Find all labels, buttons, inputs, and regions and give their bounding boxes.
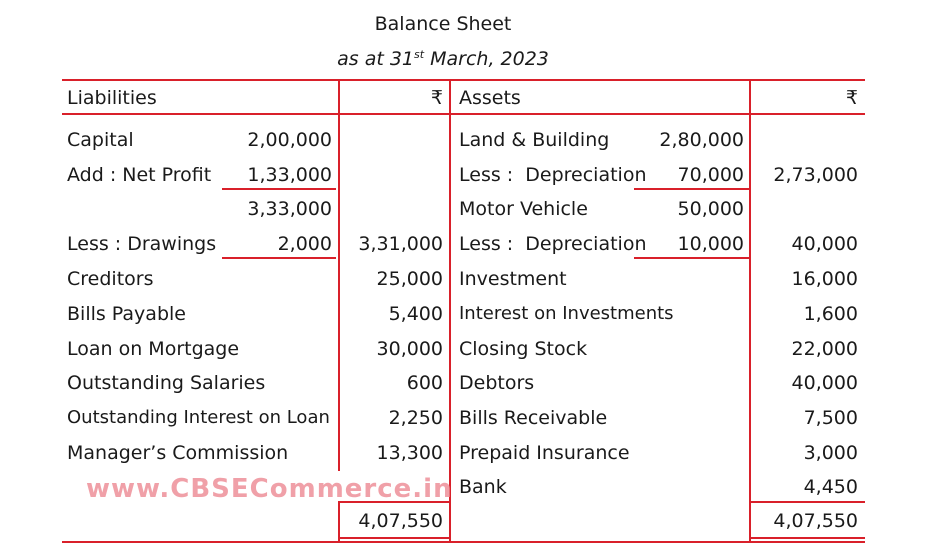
- drawings-amount: 2,000: [277, 233, 332, 255]
- watermark: www.CBSECommerce.in: [86, 474, 453, 504]
- bills-payable-label: Bills Payable: [67, 303, 186, 325]
- commission-amount: 13,300: [376, 442, 443, 464]
- salaries-amount: 600: [406, 372, 443, 394]
- closing-stock-label: Closing Stock: [459, 338, 588, 360]
- debtors-label: Debtors: [459, 372, 535, 394]
- creditors-label: Creditors: [67, 268, 154, 290]
- drawings-underline: [222, 257, 336, 259]
- land-net: 2,73,000: [773, 164, 858, 186]
- capital-subtotal: 3,33,000: [247, 198, 332, 220]
- header-liabilities: Liabilities: [67, 87, 157, 109]
- debtors-amount: 40,000: [791, 372, 858, 394]
- motor-label: Motor Vehicle: [459, 198, 588, 220]
- date-superscript: st: [414, 48, 425, 61]
- table-bottom-rule: [62, 541, 865, 543]
- prepaid-label: Prepaid Insurance: [459, 442, 630, 464]
- land-dep-underline: [634, 188, 749, 190]
- land-label: Land & Building: [459, 129, 610, 151]
- header-assets: Assets: [459, 87, 521, 109]
- capital-total: 3,31,000: [358, 233, 443, 255]
- land-amount: 2,80,000: [659, 129, 744, 151]
- net-profit-label: Add : Net Profit: [67, 164, 212, 186]
- bank-amount: 4,450: [803, 476, 858, 498]
- motor-dep-underline: [634, 257, 749, 259]
- sides-divider: [449, 79, 451, 541]
- capital-label: Capital: [67, 129, 134, 151]
- assets-total: 4,07,550: [773, 510, 858, 532]
- date-prefix: as at 31: [337, 48, 415, 70]
- assets-total-bottom-rule: [749, 537, 865, 539]
- bills-recv-label: Bills Receivable: [459, 407, 608, 429]
- date-suffix: March, 2023: [424, 48, 549, 70]
- bank-label: Bank: [459, 476, 507, 498]
- header-liab-currency: ₹: [430, 87, 443, 109]
- header-assets-currency: ₹: [845, 87, 858, 109]
- header-bottom-rule: [62, 113, 865, 115]
- interest-inv-amount: 1,600: [803, 303, 858, 325]
- salaries-label: Outstanding Salaries: [67, 372, 266, 394]
- liabilities-total: 4,07,550: [358, 510, 443, 532]
- creditors-amount: 25,000: [376, 268, 443, 290]
- net-profit-underline: [222, 188, 336, 190]
- interest-amount: 2,250: [388, 407, 443, 429]
- bills-payable-amount: 5,400: [388, 303, 443, 325]
- land-dep-amount: 70,000: [677, 164, 744, 186]
- prepaid-amount: 3,000: [803, 442, 858, 464]
- liab-total-bottom-rule: [338, 537, 449, 539]
- motor-net: 40,000: [791, 233, 858, 255]
- interest-label: Outstanding Interest on Loan: [67, 407, 330, 428]
- bills-recv-amount: 7,500: [803, 407, 858, 429]
- land-dep-label: Less : Depreciation: [459, 164, 647, 186]
- drawings-label: Less : Drawings: [67, 233, 217, 255]
- investment-amount: 16,000: [791, 268, 858, 290]
- investment-label: Investment: [459, 268, 567, 290]
- mortgage-label: Loan on Mortgage: [67, 338, 240, 360]
- motor-dep-label: Less : Depreciation: [459, 233, 647, 255]
- balance-sheet-date: [0, 48, 886, 70]
- assets-total-top-rule: [749, 501, 865, 503]
- capital-amount: 2,00,000: [247, 129, 332, 151]
- mortgage-amount: 30,000: [376, 338, 443, 360]
- page-title: Balance Sheet: [374, 13, 512, 35]
- motor-dep-amount: 10,000: [677, 233, 744, 255]
- net-profit-amount: 1,33,000: [247, 164, 332, 186]
- commission-label: Manager’s Commission: [67, 442, 289, 464]
- motor-amount: 50,000: [677, 198, 744, 220]
- interest-inv-label: Interest on Investments: [459, 303, 674, 324]
- closing-stock-amount: 22,000: [791, 338, 858, 360]
- table-top-rule: [62, 79, 865, 81]
